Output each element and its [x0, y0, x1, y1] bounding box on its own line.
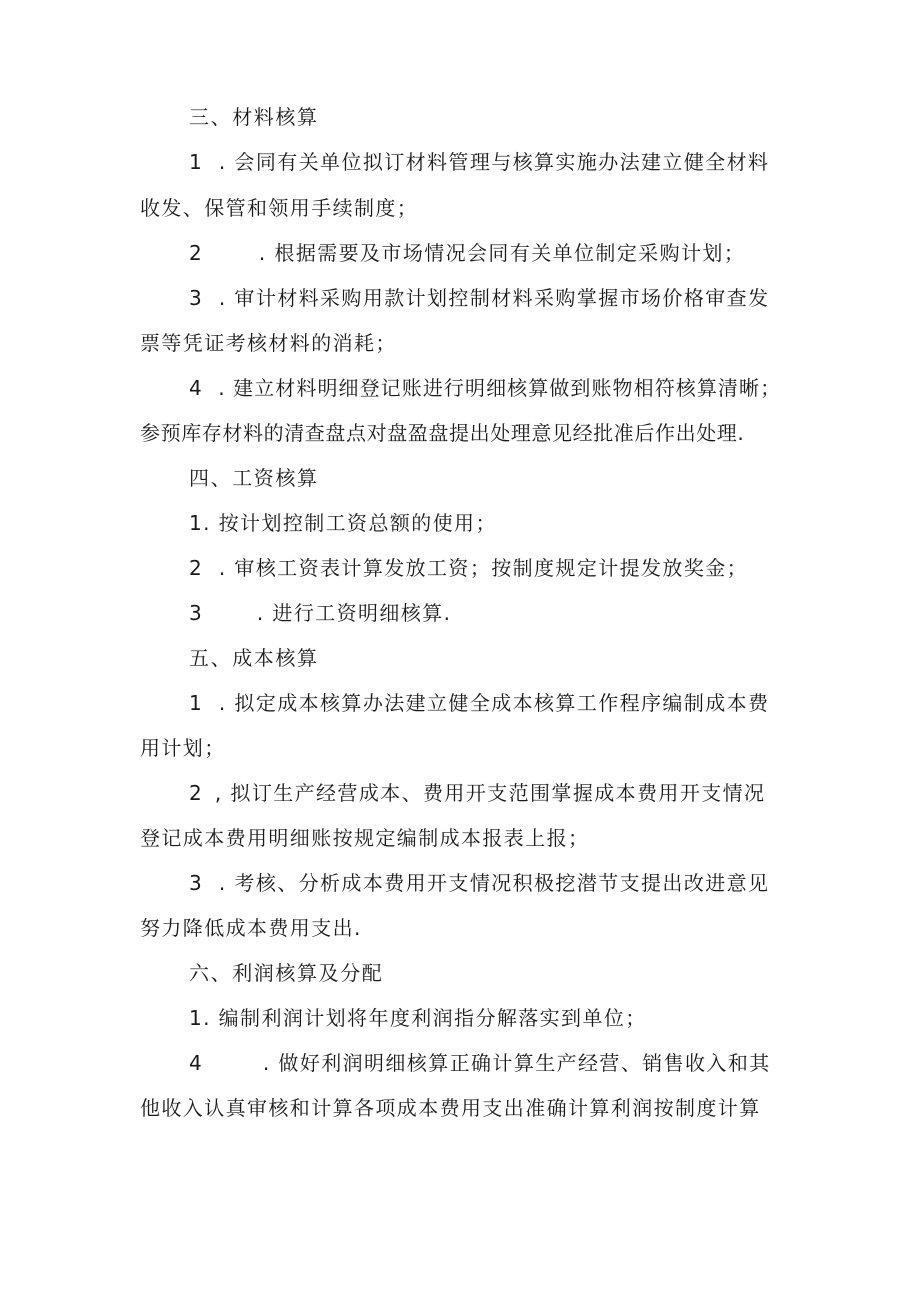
item-text: 按计划控制工资总额的使用； — [218, 511, 497, 535]
cost-item-3-cont: 努力降低成本费用支出. — [140, 916, 362, 940]
item-number: 4 — [189, 376, 203, 400]
section-heading-wages: 四、工资核算 — [189, 466, 319, 490]
item-separator: . — [218, 150, 227, 174]
item-text: 考核、分析成本费用开支情况积极挖潜节支提出改进意见 — [234, 871, 770, 895]
item-number: 3 — [189, 286, 204, 310]
item-number: 2 — [189, 241, 204, 265]
item-text: 建立材料明细登记账进行明细核算做到账物相符核算清晰； — [233, 376, 782, 400]
section-heading-cost: 五、成本核算 — [189, 646, 319, 670]
wages-item-3 — [189, 600, 451, 626]
materials-item-4 — [189, 375, 781, 401]
item-number: 2 — [189, 556, 204, 580]
cost-item-1 — [189, 690, 769, 716]
item-separator: . — [218, 556, 227, 580]
profit-item-2 — [189, 1050, 771, 1076]
item-text: 编制利润计划将年度利润指分解落实到单位； — [218, 1006, 647, 1030]
item-separator: . — [218, 871, 227, 895]
wages-item-2 — [189, 555, 748, 581]
cost-item-2-cont: 登记成本费用明细账按规定编制成本报表上报； — [140, 826, 590, 850]
item-number: 3 — [189, 871, 204, 895]
item-separator: . — [258, 241, 267, 265]
materials-item-1 — [189, 149, 769, 175]
item-separator: . — [262, 1051, 271, 1075]
section-heading-profit: 六、利润核算及分配 — [189, 961, 384, 985]
item-number: 2 — [189, 781, 204, 805]
item-text: 拟订生产经营成本、费用开支范围掌握成本费用开支情况 — [230, 781, 766, 805]
item-number: 1. — [189, 511, 211, 535]
profit-item-1 — [189, 1005, 647, 1031]
item-separator: . — [218, 376, 226, 400]
item-text: 审核工资表计算发放工资；按制度规定计提发放奖金； — [234, 556, 749, 580]
item-number: 1 — [189, 691, 204, 715]
item-separator: , — [214, 781, 223, 805]
materials-item-4-cont: 参预库存材料的清查盘点对盘盈盘提出处理意见经批准后作出处理. — [140, 421, 745, 445]
item-number: 1. — [189, 1006, 211, 1030]
item-number: 4 — [189, 1051, 204, 1075]
item-separator: . — [218, 691, 227, 715]
cost-item-3 — [189, 870, 769, 896]
item-text: 审计材料采购用款计划控制材料采购掌握市场价格审查发 — [234, 286, 770, 310]
section-heading-materials: 三、材料核算 — [189, 105, 319, 129]
cost-item-1-cont: 用计划； — [140, 736, 226, 760]
item-separator: . — [218, 286, 227, 310]
item-text: 会同有关单位拟订材料管理与核算实施办法建立健全材料 — [234, 150, 770, 174]
materials-item-1-cont: 收发、保管和领用手续制度； — [140, 196, 419, 220]
item-text: 做好利润明细核算正确计算生产经营、销售收入和其 — [278, 1051, 771, 1075]
materials-item-3 — [189, 285, 769, 311]
materials-item-2 — [189, 240, 745, 266]
materials-item-3-cont: 票等凭证考核材料的消耗； — [140, 331, 397, 355]
item-text: 拟定成本核算办法建立健全成本核算工作程序编制成本费 — [234, 691, 770, 715]
cost-item-2 — [189, 780, 765, 806]
wages-item-1 — [189, 510, 497, 536]
item-text: 根据需要及市场情况会同有关单位制定采购计划； — [274, 241, 746, 265]
item-number: 1 — [189, 150, 204, 174]
item-text: 进行工资明细核算. — [272, 601, 452, 625]
item-number: 3 — [189, 601, 204, 625]
profit-item-2-cont: 他收入认真审核和计算各项成本费用支出准确计算利润按制度计算 — [140, 1096, 761, 1120]
item-separator: . — [256, 601, 265, 625]
